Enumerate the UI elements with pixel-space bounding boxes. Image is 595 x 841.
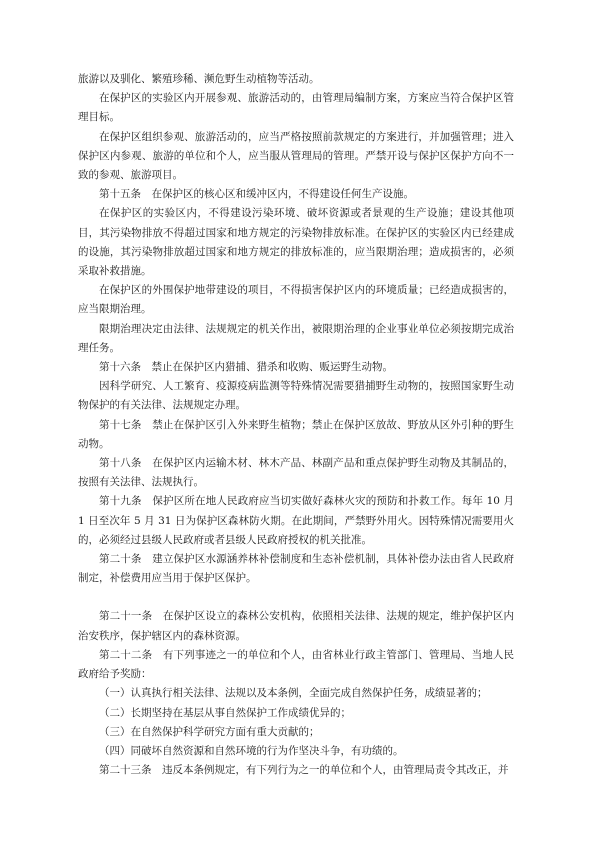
list-item: （四）同破坏自然资源和自然环境的行为作坚决斗争，有功绩的。	[99, 744, 404, 757]
article-23: 第二十三条 违反本条例规定，有下列行为之一的单位和个人，由管理局责令其改正，并	[99, 764, 509, 777]
paragraph: 在保护区的实验区内，不得建设污染环境、破坏资源或者景观的生产设施；建设其他项目，其污染物排放不得超过国家和地方规定的污染物排放标准。在保护区的实验区内已经建成的设施，其污染物排放超过国家和地方规定的排放标准的，应当限期治理；造成损害的，必须采取补救措施。	[78, 207, 514, 278]
list-item: （二）长期坚持在基层从事自然保护工作成绩优异的；	[99, 706, 351, 719]
article-22: 第二十二条 有下列事迹之一的单位和个人，由省林业行政主管部门、管理局、当地人民政府给予奖励：	[78, 648, 514, 681]
section-gap	[78, 588, 514, 607]
article-21: 第二十一条 在保护区设立的森林公安机构，依照相关法律、法规的规定，维护保护区内治安秩序，保护辖区内的森林资源。	[78, 610, 514, 642]
paragraph: 在保护区组织参观、旅游活动的，应当严格按照前款规定的方案进行，并加强管理；进入保护区内参观、旅游的单位和个人，应当服从管理局的管理。严禁开设与保护区保护方向不一致的参观、旅游项目。	[78, 130, 514, 182]
paragraph: 限期治理决定由法律、法规规定的机关作出，被限期治理的企业事业单位必须按期完成治理任务。	[78, 322, 514, 354]
list-item: （三）在自然保护科学研究方面有重大贡献的；	[99, 725, 320, 738]
list-item: （一）认真执行相关法律、法规以及本条例，全面完成自然保护任务，成绩显著的；	[99, 687, 488, 700]
article-15: 第十五条 在保护区的核心区和缓冲区内，不得建设任何生产设施。	[99, 188, 414, 201]
article-18: 第十八条 在保护区内运输木材、林木产品、林副产品和重点保护野生动物及其制品的，按照有关法律、法规执行。	[78, 457, 514, 489]
paragraph: 因科学研究、人工繁育、疫源疫病监测等特殊情况需要猎捕野生动物的，按照国家野生动物保护的有关法律、法规规定办理。	[78, 380, 514, 412]
article-17: 第十七条 禁止在保护区引入外来野生植物；禁止在保护区放故、野放从区外引种的野生动物。	[78, 418, 514, 450]
article-20: 第二十条 建立保护区水源涵养林补偿制度和生态补偿机制，具体补偿办法由省人民政府制定，补偿费用应当用于保护区保护。	[78, 553, 514, 585]
paragraph: 在保护区的实验区内开展参观、旅游活动的，由管理局编制方案，方案应当符合保护区管理目标。	[78, 92, 514, 124]
paragraph: 在保护区的外围保护地带建设的项目，不得损害保护区内的环境质量；已经造成损害的，应当限期治理。	[78, 284, 514, 316]
document-page	[78, 70, 514, 780]
paragraph: 旅游以及驯化、繁殖珍稀、濒危野生动植物等活动。	[78, 73, 320, 85]
article-16: 第十六条 禁止在保护区内猎捕、猎杀和收购、贩运野生动物。	[99, 361, 393, 374]
article-19: 第十九条 保护区所在地人民政府应当切实做好森林火灾的预防和扑救工作。每年 10 月 1 日至次年 5 月 31 日为保护区森林防火期。在此期间，严禁野外用火。因特殊情况需要用火的，必须经过县级人民政府或者县级人民政府授权的机关批准。	[78, 495, 514, 546]
